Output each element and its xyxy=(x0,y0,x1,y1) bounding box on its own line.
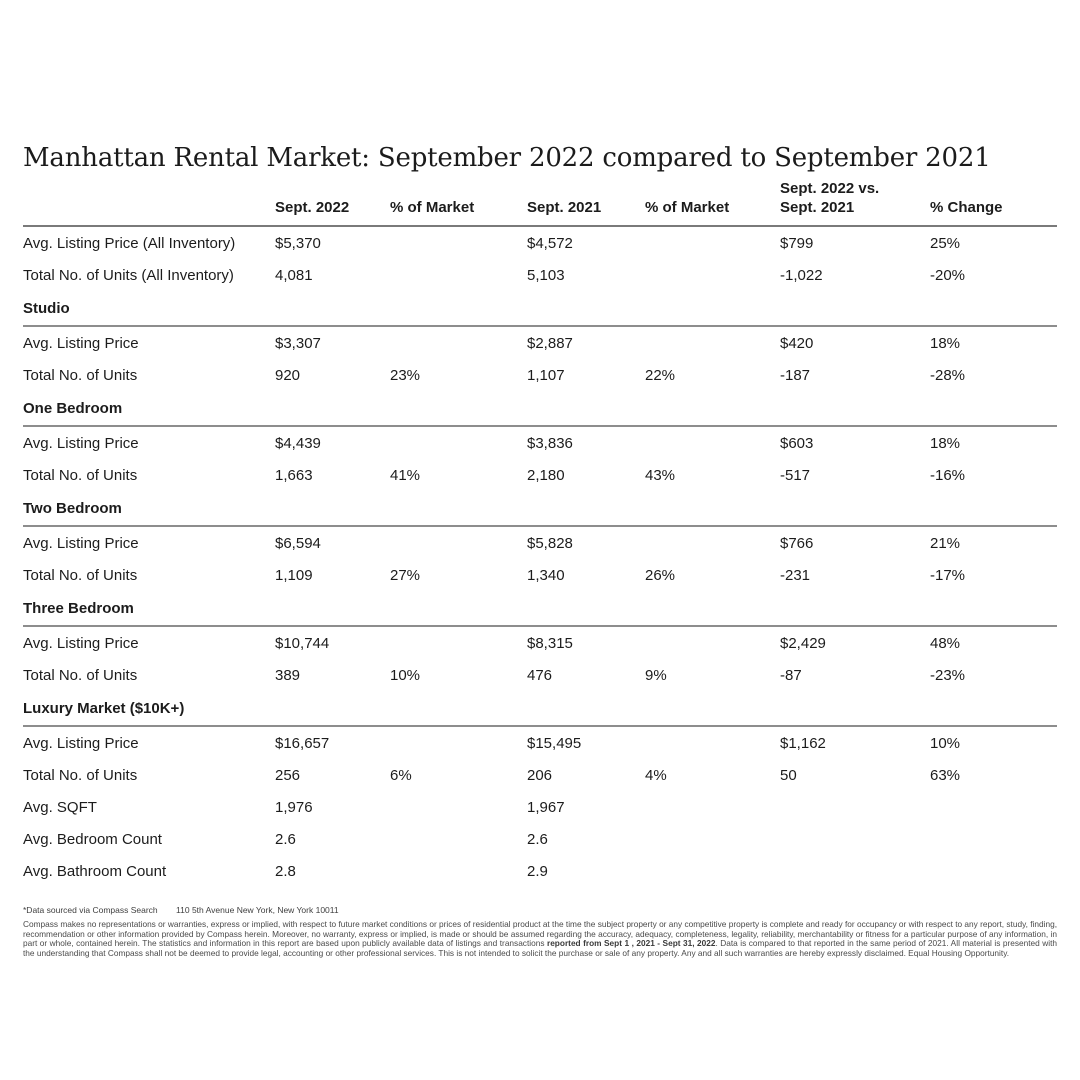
cell-value: $2,887 xyxy=(527,334,573,352)
cell-value: $6,594 xyxy=(275,534,321,552)
cell-value: 18% xyxy=(930,434,961,452)
cell-value: $799 xyxy=(780,234,814,252)
cell-value: $1,162 xyxy=(780,734,826,752)
cell-value: 1,967 xyxy=(527,798,565,816)
cell-value: $420 xyxy=(780,334,814,352)
cell-value: 25% xyxy=(930,234,961,252)
cell-value: 48% xyxy=(930,634,961,652)
disclaimer-part-1: Compass makes no representations or warranties, express or implied, with respect to future market conditions or prices of residential product at the time the subject property or any competitive property is complete and ready for occupancy or with respect to any report, study, finding, recommendation or other information provided by Compass herein. Moreover, no warranty, express or implied, is made or should be assumed regarding the accuracy, adequacy, completeness, legality, reliability, merchantability or fitness for a particular purpose of any information, in part or whole, contained herein. The statistics and information in this report are based upon publicly available data of listings and transactions xyxy=(23,919,1057,949)
data-source-line xyxy=(23,905,1057,915)
table-header-row xyxy=(23,179,1057,227)
cell-value: -1,022 xyxy=(780,266,823,284)
cell-value: -187 xyxy=(780,366,811,384)
cell-value: 1,340 xyxy=(527,566,565,584)
row-label: Total No. of Units xyxy=(23,766,138,784)
row-label: Avg. Listing Price xyxy=(23,434,139,452)
section-header xyxy=(23,591,1057,627)
cell-value: 21% xyxy=(930,534,961,552)
cell-value: 4,081 xyxy=(275,266,313,284)
table-row xyxy=(23,327,1057,359)
cell-value: -16% xyxy=(930,466,966,484)
header-cell-pct-of-market-2022: % of Market xyxy=(390,199,475,216)
table-row xyxy=(23,427,1057,459)
cell-value: 26% xyxy=(645,566,676,584)
cell-value: -17% xyxy=(930,566,966,584)
header-cell-sept-2021: Sept. 2021 xyxy=(527,199,602,216)
row-label: Total No. of Units xyxy=(23,366,138,384)
cell-value: 5,103 xyxy=(527,266,565,284)
section-header xyxy=(23,291,1057,327)
cell-value: 920 xyxy=(275,366,301,384)
section-title: Three Bedroom xyxy=(23,600,134,617)
section-title: Studio xyxy=(23,300,70,317)
cell-value: 2,180 xyxy=(527,466,565,484)
table-row xyxy=(23,727,1057,759)
page-title: Manhattan Rental Market: September 2022 compared to September 2021 xyxy=(23,143,991,173)
cell-value: 23% xyxy=(390,366,421,384)
table-row xyxy=(23,791,1057,823)
cell-value: 2.6 xyxy=(527,830,548,848)
cell-value: 63% xyxy=(930,766,961,784)
row-label: Avg. Bedroom Count xyxy=(23,830,162,848)
table-row xyxy=(23,459,1057,491)
cell-value: -87 xyxy=(780,666,802,684)
cell-value: $766 xyxy=(780,534,814,552)
table-row xyxy=(23,759,1057,791)
cell-value: $603 xyxy=(780,434,814,452)
cell-value: 9% xyxy=(645,666,667,684)
cell-value: 2.6 xyxy=(275,830,296,848)
office-address: 110 5th Avenue New York, New York 10011 xyxy=(176,905,339,915)
row-label: Avg. Bathroom Count xyxy=(23,862,167,880)
section-header xyxy=(23,391,1057,427)
cell-value: 256 xyxy=(275,766,301,784)
row-label: Total No. of Units xyxy=(23,666,138,684)
row-label: Avg. Listing Price (All Inventory) xyxy=(23,234,236,252)
row-label: Avg. SQFT xyxy=(23,798,97,816)
cell-value: -23% xyxy=(930,666,966,684)
cell-value: $5,828 xyxy=(527,534,573,552)
data-source: *Data sourced via Compass Search xyxy=(23,905,158,915)
footer xyxy=(23,905,1057,958)
cell-value: 2.8 xyxy=(275,862,296,880)
cell-value: 27% xyxy=(390,566,421,584)
cell-value: 2.9 xyxy=(527,862,548,880)
cell-value: 10% xyxy=(930,734,961,752)
row-label: Avg. Listing Price xyxy=(23,734,139,752)
section-header xyxy=(23,491,1057,527)
header-cell-2022-vs-2021: Sept. 2022 vs. Sept. 2021 xyxy=(780,180,880,216)
cell-value: -517 xyxy=(780,466,811,484)
cell-value: $16,657 xyxy=(275,734,330,752)
row-label: Total No. of Units xyxy=(23,566,138,584)
table-row xyxy=(23,627,1057,659)
cell-value: 1,107 xyxy=(527,366,565,384)
table-row xyxy=(23,527,1057,559)
disclaimer-part-2: . Data is compared to that reported in the same period of 2021. All material is presented with the understanding that Compass shall not be deemed to provide legal, accounting or other professional services. This is not intended to solicit the purchase or sale of any property. Any and all such warranties are hereby expressly disclaimed. Equal Housing Opportunity. xyxy=(23,938,1057,958)
cell-value: $3,836 xyxy=(527,434,573,452)
cell-value: 389 xyxy=(275,666,301,684)
cell-value: 22% xyxy=(645,366,676,384)
cell-value: 43% xyxy=(645,466,676,484)
section-header xyxy=(23,691,1057,727)
table-body xyxy=(23,227,1057,887)
table-row xyxy=(23,227,1057,259)
table-row xyxy=(23,659,1057,691)
cell-value: $8,315 xyxy=(527,634,573,652)
row-label: Avg. Listing Price xyxy=(23,334,139,352)
cell-value: 18% xyxy=(930,334,961,352)
header-cell-pct-change: % Change xyxy=(930,199,1003,216)
cell-value: 41% xyxy=(390,466,421,484)
cell-value: 476 xyxy=(527,666,553,684)
cell-value: 1,663 xyxy=(275,466,313,484)
cell-value: -28% xyxy=(930,366,966,384)
header-cell-pct-of-market-2021: % of Market xyxy=(645,199,730,216)
cell-value: $3,307 xyxy=(275,334,321,352)
cell-value: $5,370 xyxy=(275,234,321,252)
cell-value: 1,109 xyxy=(275,566,313,584)
cell-value: $4,572 xyxy=(527,234,573,252)
section-title: Luxury Market ($10K+) xyxy=(23,700,185,717)
cell-value: $10,744 xyxy=(275,634,330,652)
cell-value: 4% xyxy=(645,766,667,784)
disclaimer-bold-dates: reported from Sept 1 , 2021 - Sept 31, 2022 xyxy=(546,938,716,949)
cell-value: $15,495 xyxy=(527,734,582,752)
section-title: One Bedroom xyxy=(23,400,123,417)
section-title: Two Bedroom xyxy=(23,500,122,517)
cell-value: 1,976 xyxy=(275,798,313,816)
row-label: Total No. of Units xyxy=(23,466,138,484)
row-label: Avg. Listing Price xyxy=(23,634,139,652)
legal-disclaimer xyxy=(23,920,1057,958)
table-row xyxy=(23,823,1057,855)
header-cell-sept-2022: Sept. 2022 xyxy=(275,199,350,216)
table-row xyxy=(23,559,1057,591)
report-content xyxy=(23,0,1057,958)
table-row xyxy=(23,855,1057,887)
cell-value: $2,429 xyxy=(780,634,826,652)
cell-value: -20% xyxy=(930,266,966,284)
row-label: Avg. Listing Price xyxy=(23,534,139,552)
cell-value: $4,439 xyxy=(275,434,321,452)
cell-value: 206 xyxy=(527,766,553,784)
row-label: Total No. of Units (All Inventory) xyxy=(23,266,234,284)
cell-value: 50 xyxy=(780,766,797,784)
cell-value: 6% xyxy=(390,766,412,784)
cell-value: 10% xyxy=(390,666,421,684)
table-row xyxy=(23,259,1057,291)
table-row xyxy=(23,359,1057,391)
cell-value: -231 xyxy=(780,566,811,584)
